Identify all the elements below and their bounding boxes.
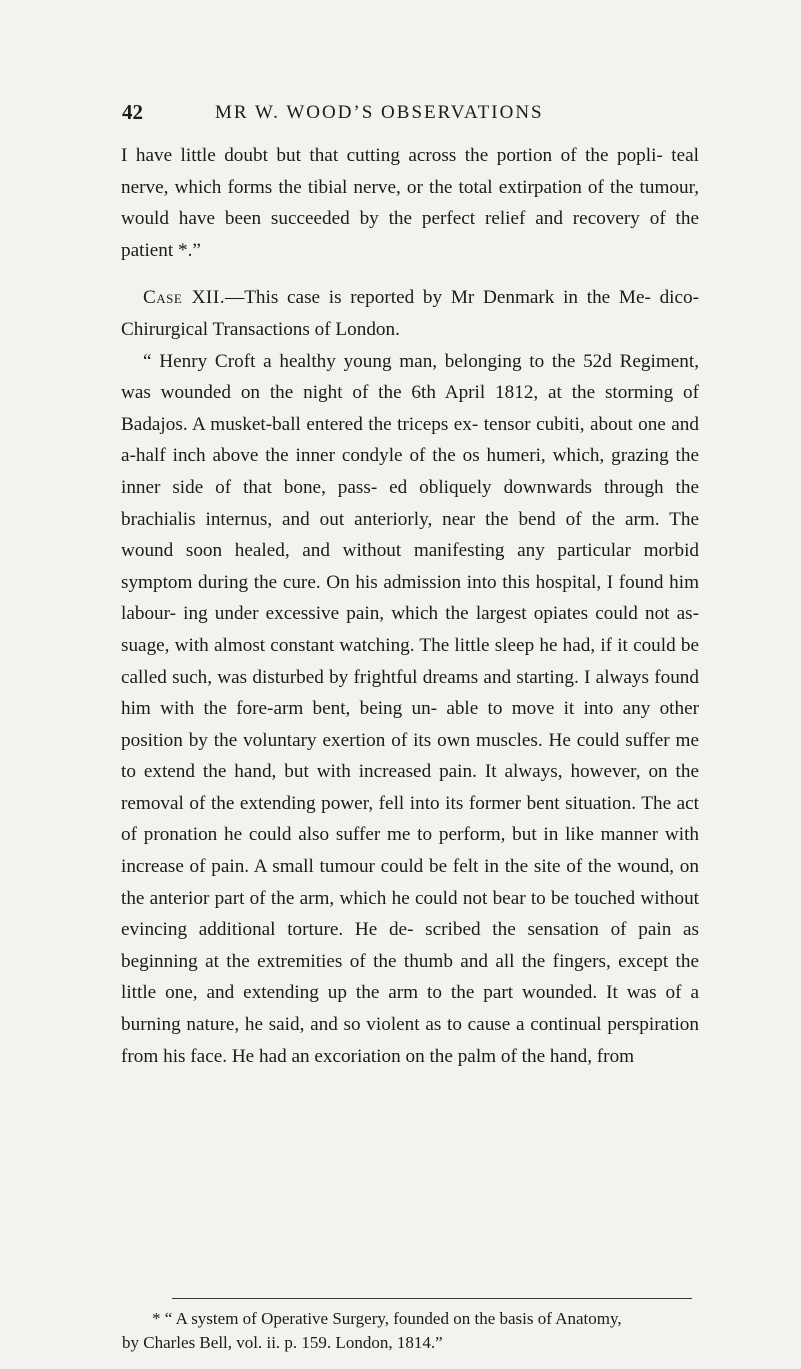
- footnote-line-1: * “ A system of Operative Surgery, founded on the basis of Anatomy,: [152, 1309, 622, 1328]
- running-head: MR W. WOOD’S OBSERVATIONS: [215, 102, 544, 123]
- case-title: Case XII.: [143, 287, 226, 309]
- page-number: 42: [122, 100, 143, 124]
- paragraph-case-heading: [121, 282, 699, 345]
- paragraph-1: I have little doubt but that cutting across the portion of the popli- teal nerve, which forms the tibial nerve, or the total extirpation of the tumour, would have been succeeded by the perfect relief and recovery of the patient *.”: [121, 145, 699, 261]
- footnote-rule: [172, 1298, 692, 1299]
- case-intro: —This case is reported by Mr Denmark in the Me- dico-Chirurgical Transactions of London.: [121, 287, 699, 340]
- footnote: [122, 1307, 700, 1355]
- footnote-line-2: by Charles Bell, vol. ii. p. 159. London, 1814.”: [122, 1333, 443, 1352]
- paragraph-case-report: “ Henry Croft a healthy young man, belonging to the 52d Regiment, was wounded on the night of the 6th April 1812, at the storming of Badajos. A musket-ball entered the triceps ex- tensor cubiti, about one and a-half inch above the inner condyle of the os humeri, which, grazing the inner side of that bone, pass- ed obliquely downwards through the brachialis internus, and out anteriorly, near the bend of the arm. The wound soon healed, and without manifesting any particular morbid symptom during the cure. On his admission into this hospital, I found him labour- ing under excessive pain, which the largest opiates could not as- suage, with almost constant watching. The little sleep he had, if it could be called such, was disturbed by frightful dreams and starting. I always found him with the fore-arm bent, being un- able to move it into any other position by the voluntary exertion of its own muscles. He could suffer me to extend the hand, but with increased pain. It always, however, on the removal of the extending power, fell into its former bent situation. The act of pronation he could also suffer me to perform, but in like manner with increase of pain. A small tumour could be felt in the site of the wound, on the anterior part of the arm, which he could not bear to be touched without evincing additional torture. He de- scribed the sensation of pain as beginning at the extremities of the thumb and all the fingers, except the little one, and extending up the arm to the part wounded. It was of a burning nature, he said, and so violent as to cause a continual perspiration from his face. He had an excoriation on the palm of the hand, from: [121, 350, 699, 1067]
- page-header: [122, 100, 692, 130]
- body-text: [121, 140, 699, 1072]
